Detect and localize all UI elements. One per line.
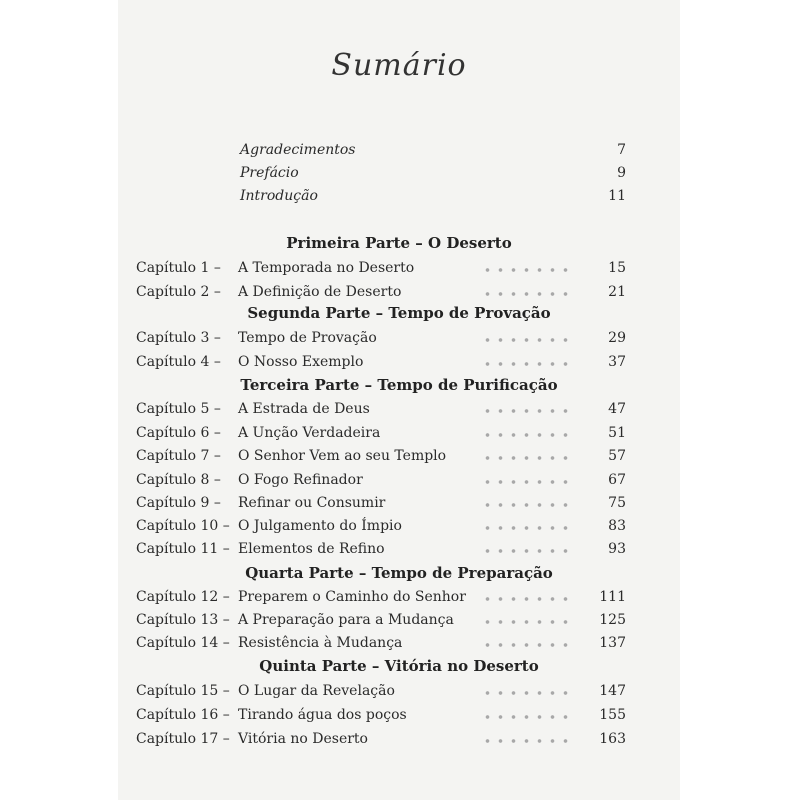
toc-chapter-17	[136, 731, 626, 753]
chapter-title: A Temporada no Deserto	[238, 260, 415, 276]
dot-leader	[481, 267, 571, 273]
chapter-number: Capítulo 6 –	[136, 425, 221, 441]
toc-chapter-15	[136, 683, 626, 705]
dot-leader	[481, 548, 571, 554]
chapter-number: Capítulo 12 –	[136, 589, 230, 605]
chapter-number: Capítulo 7 –	[136, 448, 221, 464]
toc-chapter-8	[136, 472, 626, 494]
entry-label: Agradecimentos	[240, 142, 356, 158]
chapter-title: O Lugar da Revelação	[238, 683, 395, 699]
part-title-4: Quarta Parte – Tempo de Preparação	[245, 564, 553, 582]
dot-leader	[481, 714, 571, 720]
dot-leader	[481, 361, 571, 367]
chapter-number: Capítulo 15 –	[136, 683, 230, 699]
toc-chapter-3	[136, 330, 626, 352]
chapter-page: 51	[608, 425, 626, 441]
chapter-page: 125	[599, 612, 626, 628]
chapter-title: Vitória no Deserto	[238, 731, 368, 747]
dot-leader	[481, 291, 571, 297]
chapter-number: Capítulo 11 –	[136, 541, 230, 557]
chapter-title: O Senhor Vem ao seu Templo	[238, 448, 447, 464]
chapter-page: 75	[608, 495, 626, 511]
chapter-number: Capítulo 3 –	[136, 330, 221, 346]
chapter-page: 47	[608, 401, 626, 417]
toc-entry-prefacio	[240, 165, 626, 187]
chapter-title: O Julgamento do Ímpio	[238, 518, 402, 534]
toc-chapter-9	[136, 495, 626, 517]
chapter-title: Tempo de Provação	[238, 330, 377, 346]
chapter-number: Capítulo 10 –	[136, 518, 230, 534]
chapter-page: 163	[599, 731, 626, 747]
chapter-title: Elementos de Refino	[238, 541, 385, 557]
entry-label: Introdução	[240, 188, 318, 204]
chapter-number: Capítulo 1 –	[136, 260, 221, 276]
toc-chapter-11	[136, 541, 626, 563]
dot-leader	[481, 596, 571, 602]
toc-chapter-5	[136, 401, 626, 423]
chapter-page: 37	[608, 354, 626, 370]
chapter-page: 137	[599, 635, 626, 651]
toc-chapter-10	[136, 518, 626, 540]
chapter-page: 155	[599, 707, 626, 723]
dot-leader	[481, 619, 571, 625]
chapter-page: 147	[599, 683, 626, 699]
chapter-title: A Estrada de Deus	[238, 401, 370, 417]
dot-leader	[481, 479, 571, 485]
chapter-title: Resistência à Mudança	[238, 635, 403, 651]
dot-leader	[481, 525, 571, 531]
entry-page: 9	[617, 165, 626, 181]
chapter-number: Capítulo 9 –	[136, 495, 221, 511]
chapter-page: 67	[608, 472, 626, 488]
dot-leader	[481, 690, 571, 696]
entry-page: 7	[617, 142, 626, 158]
chapter-title: A Unção Verdadeira	[238, 425, 381, 441]
toc-chapter-6	[136, 425, 626, 447]
chapter-page: 21	[608, 284, 626, 300]
book-page	[118, 0, 680, 800]
part-title-1: Primeira Parte – O Deserto	[286, 234, 512, 252]
chapter-page: 57	[608, 448, 626, 464]
chapter-page: 15	[608, 260, 626, 276]
toc-chapter-12	[136, 589, 626, 611]
chapter-title: Preparem o Caminho do Senhor	[238, 589, 466, 605]
chapter-number: Capítulo 2 –	[136, 284, 221, 300]
chapter-page: 29	[608, 330, 626, 346]
dot-leader	[481, 337, 571, 343]
chapter-number: Capítulo 4 –	[136, 354, 221, 370]
toc-chapter-1	[136, 260, 626, 282]
chapter-number: Capítulo 13 –	[136, 612, 230, 628]
toc-chapter-14	[136, 635, 626, 657]
part-title-3: Terceira Parte – Tempo de Purificação	[240, 376, 558, 394]
part-title-2: Segunda Parte – Tempo de Provação	[247, 304, 551, 322]
toc-entry-introducao	[240, 188, 626, 210]
chapter-title: Tirando água dos poços	[238, 707, 407, 723]
dot-leader	[481, 432, 571, 438]
chapter-number: Capítulo 5 –	[136, 401, 221, 417]
chapter-page: 93	[608, 541, 626, 557]
chapter-page: 111	[599, 589, 626, 605]
chapter-number: Capítulo 14 –	[136, 635, 230, 651]
chapter-number: Capítulo 16 –	[136, 707, 230, 723]
chapter-number: Capítulo 17 –	[136, 731, 230, 747]
chapter-title: A Preparação para a Mudança	[238, 612, 454, 628]
entry-label: Prefácio	[240, 165, 299, 181]
toc-entry-agradecimentos	[240, 142, 626, 164]
entry-page: 11	[608, 188, 626, 204]
chapter-title: A Definição de Deserto	[238, 284, 402, 300]
toc-chapter-4	[136, 354, 626, 376]
dot-leader	[481, 502, 571, 508]
dot-leader	[481, 642, 571, 648]
chapter-title: O Nosso Exemplo	[238, 354, 364, 370]
page-title: Sumário	[331, 48, 467, 83]
dot-leader	[481, 738, 571, 744]
chapter-page: 83	[608, 518, 626, 534]
dot-leader	[481, 455, 571, 461]
toc-chapter-2	[136, 284, 626, 306]
part-title-5: Quinta Parte – Vitória no Deserto	[259, 657, 539, 675]
toc-chapter-16	[136, 707, 626, 729]
toc-chapter-7	[136, 448, 626, 470]
toc-chapter-13	[136, 612, 626, 634]
chapter-number: Capítulo 8 –	[136, 472, 221, 488]
dot-leader	[481, 408, 571, 414]
chapter-title: O Fogo Refinador	[238, 472, 363, 488]
chapter-title: Refinar ou Consumir	[238, 495, 386, 511]
